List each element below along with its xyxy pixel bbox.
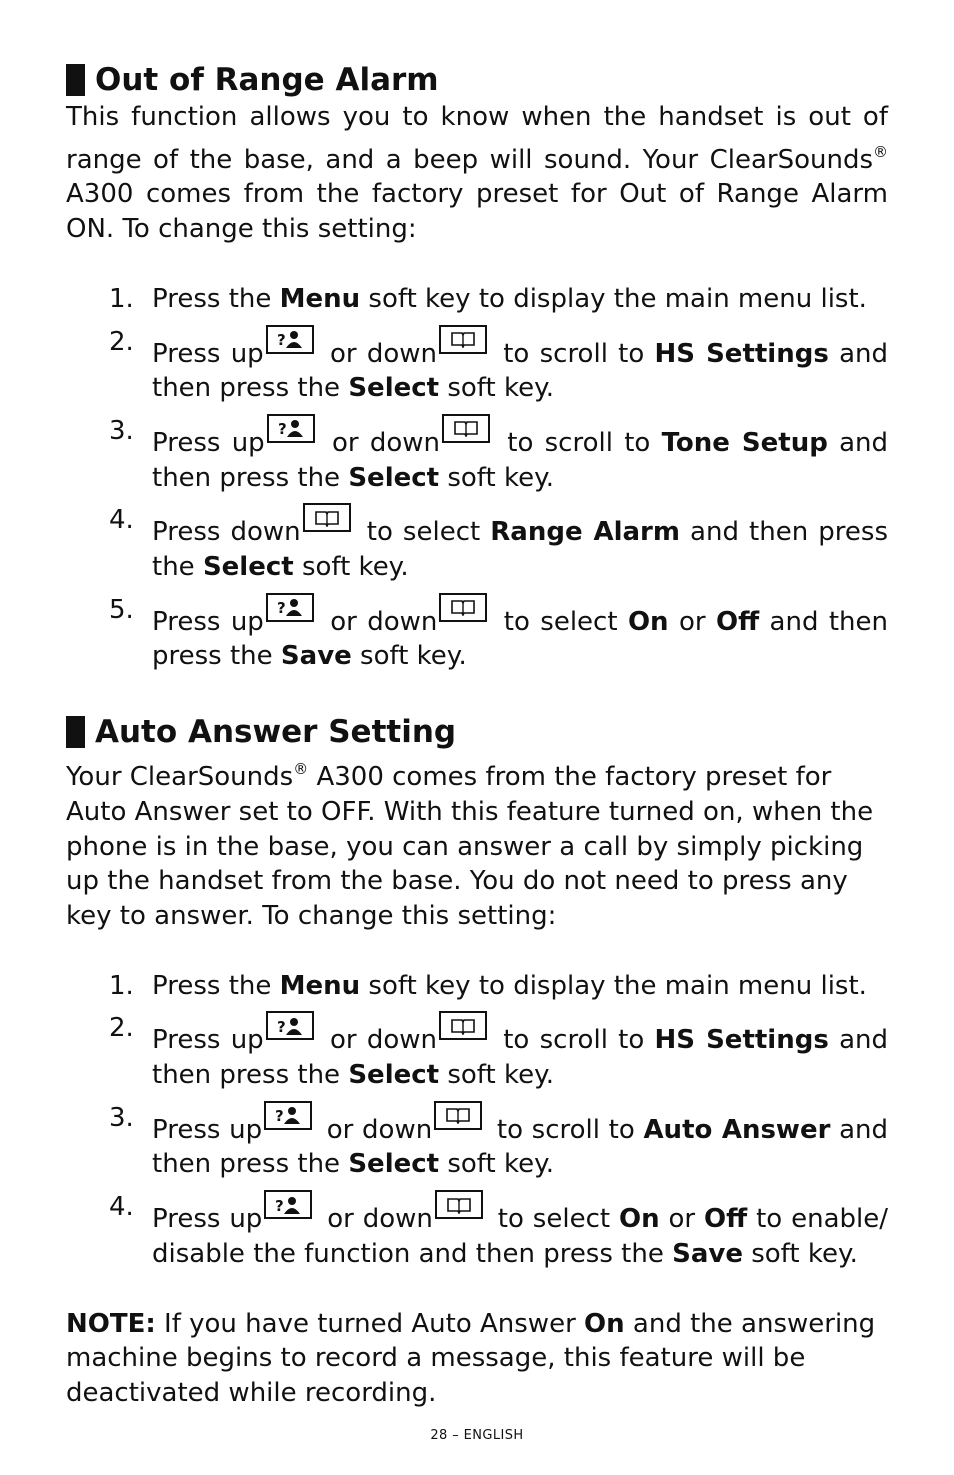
auto-answer-steps: [66, 969, 888, 1272]
svg-text:?: ?: [276, 1017, 286, 1036]
svg-text:?: ?: [275, 1196, 285, 1215]
list-item: 1. Press the Menu soft key to display the main menu list.: [109, 283, 867, 314]
contacts-up-key-icon: [266, 325, 314, 354]
svg-text:?: ?: [277, 420, 287, 439]
section-heading-out-of-range: Out of Range Alarm: [66, 60, 888, 100]
phonebook-down-key-icon: [439, 1011, 487, 1040]
page-footer: 28 – ENGLISH: [430, 1428, 524, 1443]
list-item: 4. Press down to select Range Alarm and then press the Select soft key.: [109, 505, 888, 583]
contacts-up-key-icon: [266, 593, 314, 622]
heading-marker-icon: [66, 716, 85, 748]
heading-marker-icon: [66, 64, 85, 96]
svg-text:?: ?: [275, 1107, 284, 1126]
phonebook-down-key-icon: [303, 503, 351, 532]
auto-answer-intro: Your ClearSounds® A300 comes from the factory preset for Auto Answer set to OFF. With this feature turned on, when the phone is in the base, you can answer a call by simply picking up the handset from the base. You do not need to press any key to answer. To change this setting:: [66, 760, 874, 931]
phonebook-down-key-icon: [435, 1190, 483, 1219]
svg-text:?: ?: [276, 331, 286, 350]
manual-page: [66, 60, 888, 1411]
list-item: 2. Press up ? or down to scroll to HS Settings and then press the Select soft key.: [109, 326, 888, 404]
list-item: 1. Press the Menu soft key to display the main menu list.: [109, 970, 867, 1001]
out-of-range-steps: [66, 282, 888, 674]
contacts-up-key-icon: [267, 414, 315, 443]
list-item: 4. Press up ? or down to select On or Off to enable/ disable the function and then press the Save soft key.: [109, 1192, 888, 1269]
note-paragraph: NOTE: If you have turned Auto Answer On and the answering machine begins to record a message, this feature will be deactivated while recording.: [66, 1308, 876, 1408]
contacts-up-key-icon: [266, 1011, 314, 1040]
list-item: 2. Press up ? or down to scroll to HS Settings and then press the Select soft key.: [109, 1013, 888, 1091]
svg-text:?: ?: [276, 599, 286, 618]
phonebook-down-key-icon: [439, 593, 487, 622]
list-item: 5. Press up ? or down to select On or Off and then press the Save soft key.: [109, 594, 889, 672]
out-of-range-intro: This function allows you to know when the handset is out of range of the base, and a beep will sound. Your ClearSounds® A300 comes from the factory preset for Out of Range Alarm ON. To change this setting:: [66, 102, 888, 245]
list-item: 3. Press up ? or down to scroll to Tone Setup and then press the Select soft key.: [109, 415, 889, 493]
section-heading-auto-answer: Auto Answer Setting: [66, 712, 888, 752]
phonebook-down-key-icon: [439, 325, 487, 354]
phonebook-down-key-icon: [442, 414, 490, 443]
contacts-up-key-icon: [264, 1101, 312, 1130]
phonebook-down-key-icon: [434, 1101, 482, 1130]
contacts-up-key-icon: [264, 1190, 312, 1219]
list-item: 3. Press up ? or down to scroll to Auto Answer and then press the Select soft key.: [109, 1102, 889, 1180]
